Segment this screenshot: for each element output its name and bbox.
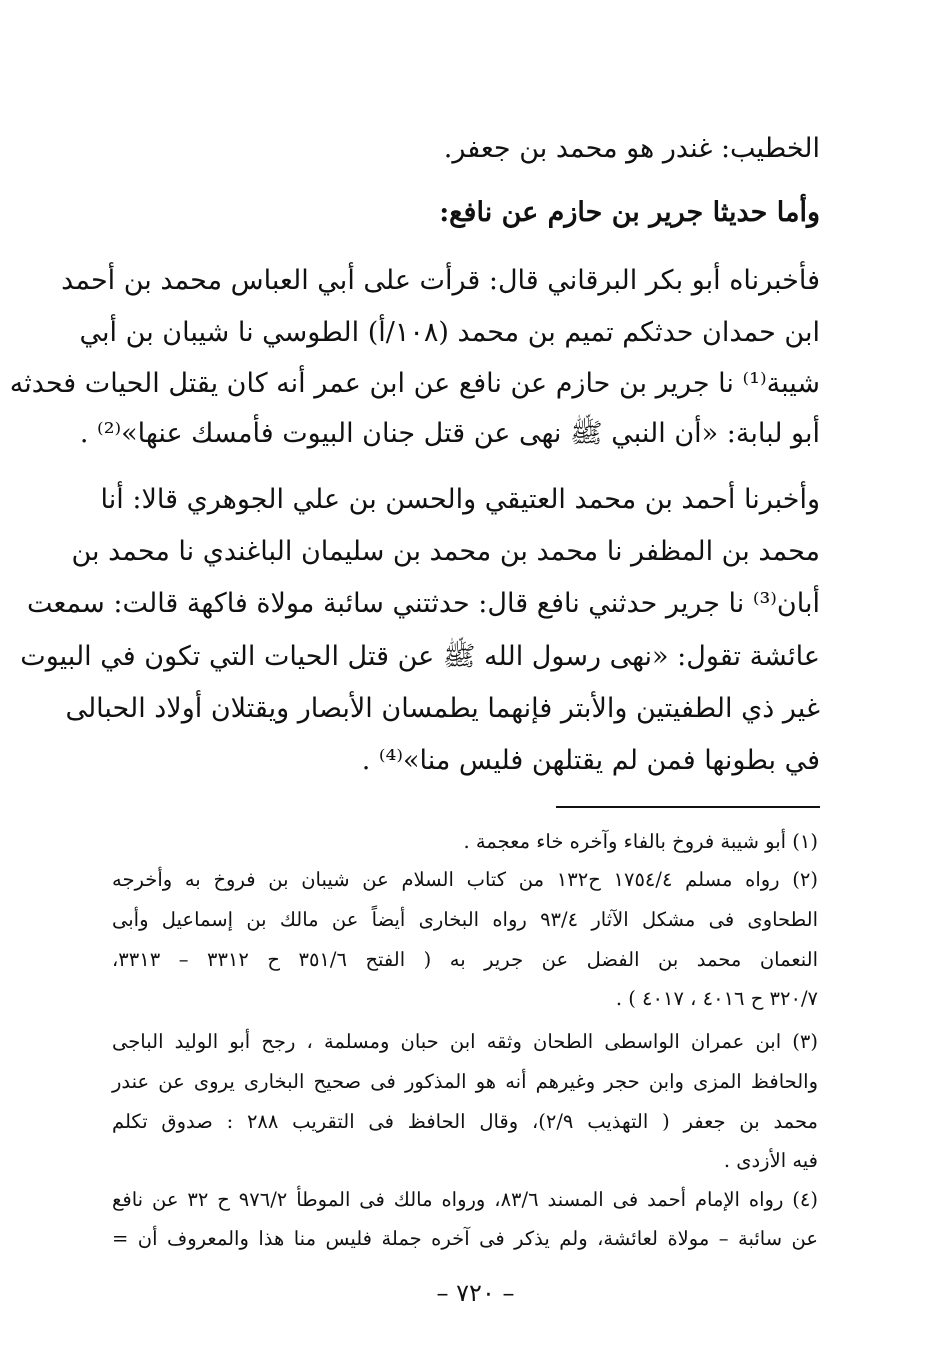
footnote-line: (١) أبو شيبة فروخ بالفاء وآخره خاء معجمة . (463, 830, 818, 853)
text-line: فأخبرناه أبو بكر البرقاني قال: قرأت على أبي العباس محمد بن أحمد (61, 265, 820, 296)
text-line: في بطونها فمن لم يقتلهن فليس منا»⁽⁴⁾ . (361, 745, 820, 776)
footnote-line: (٢) رواه مسلم ١٧٥٤/٤ ح١٣٢ من كتاب السلام عن شيبان بن فروخ به وأخرجه (112, 868, 818, 891)
footnote-line: الطحاوى فى مشكل الآثار ٩٣/٤ رواه البخارى أيضاً عن مالك بن إسماعيل وأبى (112, 908, 818, 931)
text-line: عائشة تقول: «نهى رسول الله ﷺ عن قتل الحيات التي تكون في البيوت (20, 641, 820, 672)
text-line: الخطيب: غندر هو محمد بن جعفر. (443, 133, 820, 164)
text-line: شيبة⁽¹⁾ نا جرير بن حازم عن نافع عن ابن عمر أنه كان يقتل الحيات فحدثه (9, 368, 820, 399)
footnote-separator (556, 806, 820, 808)
text-line: وأخبرنا أحمد بن محمد العتيقي والحسن بن علي الجوهري قالا: أنا (100, 484, 820, 515)
page-number: – ٧٢٠ – (436, 1279, 515, 1307)
footnote-line: عن سائبة – مولاة لعائشة، ولم يذكر فى آخره جملة فليس منا هذا والمعروف أن = (112, 1227, 818, 1250)
text-line: محمد بن المظفر نا محمد بن محمد بن سليمان الباغندي نا محمد بن (71, 536, 820, 567)
footnote-line: (٣) ابن عمران الواسطى الطحان وثقه ابن حبان ومسلمة ، رجح أبو الوليد الباجى (112, 1030, 818, 1053)
footnote-line: فيه الأزدى . (723, 1149, 818, 1172)
section-heading: وأما حديثا جرير بن حازم عن نافع: (439, 197, 820, 228)
text-line: أبو لبابة: «أن النبي ﷺ نهى عن قتل جنان البيوت فأمسك عنها»⁽²⁾ . (79, 418, 820, 449)
footnote-line: ٣٢٠/٧ ح ٤٠١٦ ، ٤٠١٧ ) . (615, 987, 818, 1010)
footnote-line: (٤) رواه الإمام أحمد فى المسند ٨٣/٦، ورواه مالك فى الموطأ ٩٧٦/٢ ح ٣٢ عن نافع (112, 1188, 818, 1211)
text-line: ابن حمدان حدثكم تميم بن محمد (١٠٨/أ) الطوسي نا شيبان بن أبي (79, 317, 820, 348)
footnote-line: النعمان محمد بن الفضل عن جرير به ( الفتح ٣٥١/٦ ح ٣٣١٢ – ٣٣١٣، (112, 948, 819, 971)
footnote-line: محمد بن جعفر ( التهذيب ٢/٩)، وقال الحافظ فى التقريب ٢٨٨ : صدوق تكلم (112, 1110, 818, 1133)
footnote-line: والحافظ المزى وابن حجر وغيرهم أنه هو المذكور فى صحيح البخارى يروى عن عندر (112, 1070, 818, 1093)
text-line: غير ذي الطفيتين والأبتر فإنهما يطمسان الأبصار ويقتلان أولاد الحبالى (65, 693, 820, 724)
text-line: أبان⁽³⁾ نا جرير حدثني نافع قال: حدثتني سائبة مولاة فاكهة قالت: سمعت (27, 588, 820, 619)
